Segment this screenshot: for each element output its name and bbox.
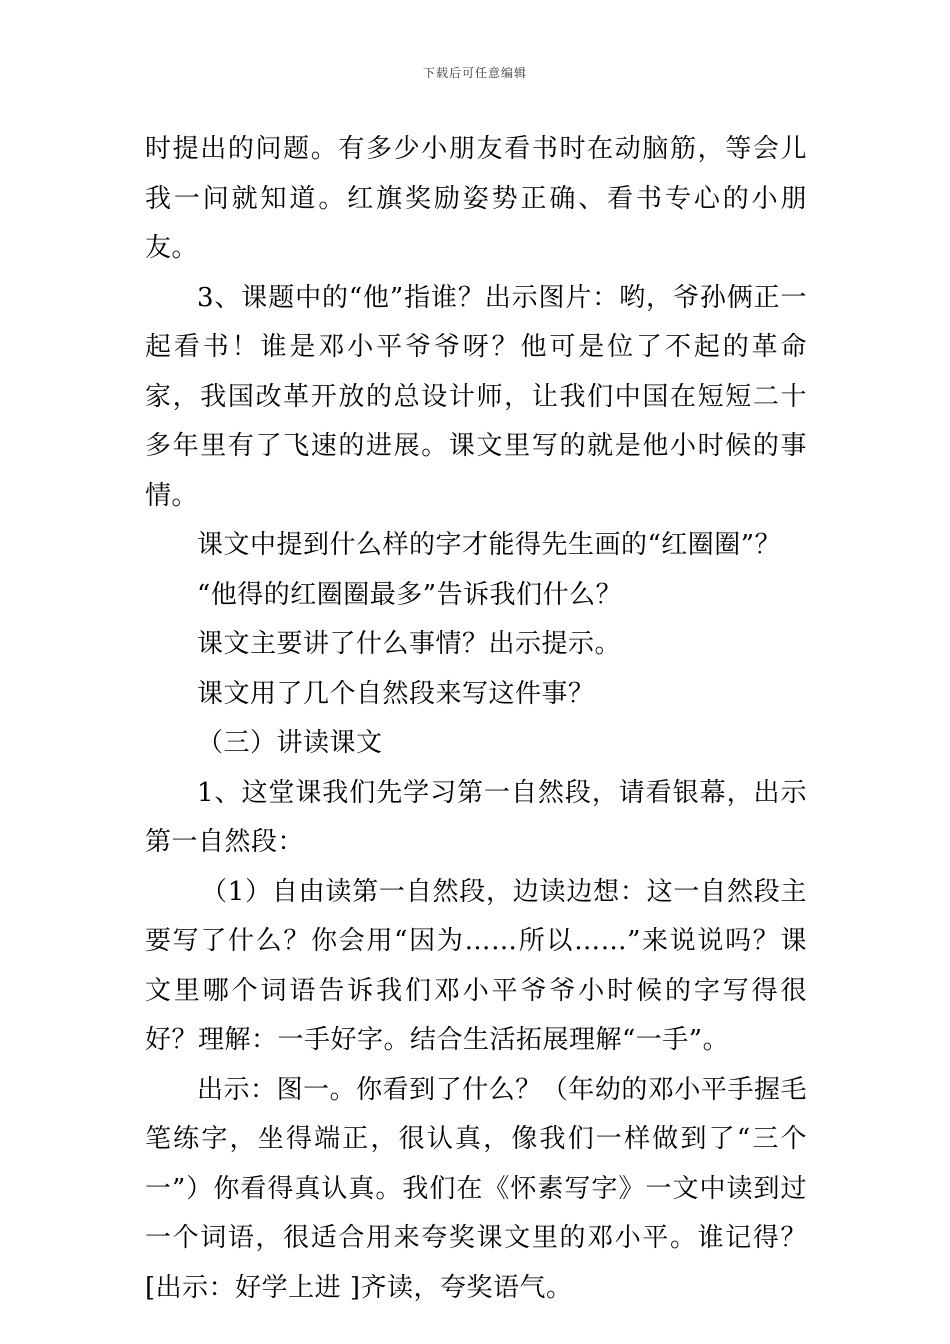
page-header: 下载后可任意编辑: [422, 66, 527, 80]
paragraph-question-3: 3、课题中的“他”指谁？出示图片：哟，爷孙俩正一起看书！谁是邓小平爷爷呀？他可是位了不起的革命家，我国改革开放的总设计师，让我们中国在短短二十多年里有了飞速的进展。课文里写的就是他小时候的事情。: [145, 282, 807, 511]
section-heading-3: （三）讲读课文: [197, 728, 383, 758]
document-body: [145, 125, 807, 1313]
paragraph-sub-step-1: （1）自由读第一自然段，边读边想：这一自然段主要写了什么？你会用“因为……所以……”来说说吗？课文里哪个词语告诉我们邓小平爷爷小时候的字写得很好？理解：一手好字。结合生活拓展理解“一手”。: [145, 876, 807, 1055]
paragraph-section-count-question: 课文用了几个自然段来写这件事？: [197, 678, 595, 709]
paragraph-continuation: 时提出的问题。有多少小朋友看书时在动脑筋，等会儿我一问就知道。红旗奖励姿势正确、看书专心的小朋友。: [145, 134, 807, 263]
paragraph-most-circles-question: “他得的红圈圈最多”告诉我们什么？: [197, 579, 623, 610]
paragraph-red-circle-question: 课文中提到什么样的字才能得先生画的“红圈圈”？: [197, 530, 782, 560]
paragraph-step-1: 1、这堂课我们先学习第一自然段，请看银幕，出示第一自然段：: [145, 777, 807, 857]
paragraph-picture-one: 出示：图一。你看到了什么？（年幼的邓小平手握毛笔练字，坐得端正，很认真，像我们一样做到了“三个一”）你看得真认真。我们在《怀素写字》一文中读到过一个词语，很适合用来夸奖课文里的邓小平。谁记得？[出示：好学上进 ]齐读，夸奖语气。: [145, 1074, 807, 1303]
paragraph-main-event-question: 课文主要讲了什么事情？出示提示。: [197, 629, 622, 659]
